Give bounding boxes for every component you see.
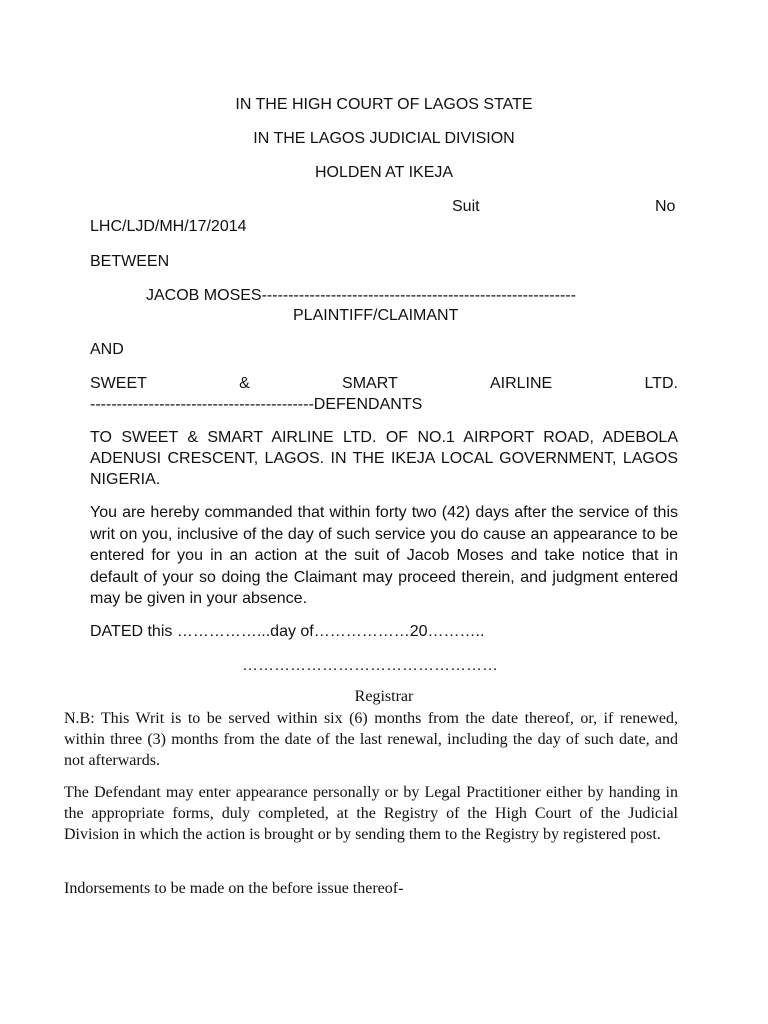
defendant-role-line: ------------------------------------------DEFENDANTS bbox=[90, 396, 423, 413]
dated-line: DATED this ……………...day of………………20……….. bbox=[90, 623, 485, 640]
defendant-word: AIRLINE bbox=[489, 375, 553, 392]
defendant-word: & bbox=[239, 375, 250, 392]
suit-number: LHC/LJD/MH/17/2014 bbox=[90, 218, 247, 235]
defendant-word: SWEET bbox=[90, 375, 147, 392]
plaintiff-role: PLAINTIFF/CLAIMANT bbox=[293, 307, 459, 324]
suit-no-label: No bbox=[655, 198, 676, 215]
holden-title: HOLDEN AT IKEJA bbox=[314, 164, 454, 181]
defendant-name-line bbox=[90, 373, 678, 394]
command-paragraph: You are hereby commanded that within forty two (42) days after the service of this writ on you, inclusive of the day of such service you do cause an appearance to be entered for you in an action at the suit of Jacob Moses and take notice that in default of your so doing the Claimant may proceed therein, and judgment entered may be given in your absence. bbox=[90, 504, 678, 607]
indorsements-line: Indorsements to be made on the before issue thereof- bbox=[64, 880, 404, 897]
defendant-word: LTD. bbox=[644, 375, 678, 392]
court-title: IN THE HIGH COURT OF LAGOS STATE bbox=[235, 96, 533, 113]
plaintiff-line: JACOB MOSES----------------------------------------------------------- bbox=[146, 287, 576, 304]
addressee-paragraph: TO SWEET & SMART AIRLINE LTD. OF NO.1 AIRPORT ROAD, ADEBOLA ADENUSI CRESCENT, LAGOS. IN THE IKEJA LOCAL GOVERNMENT, LAGOS NIGERIA. bbox=[90, 429, 678, 488]
nb-paragraph: N.B: This Writ is to be served within six (6) months from the date thereof, or, if renewed, within three (3) months from the date of the last renewal, including the day of such date, and not afterwards. bbox=[64, 710, 678, 769]
suit-label: Suit bbox=[452, 198, 480, 215]
between-label: BETWEEN bbox=[90, 253, 170, 270]
appearance-paragraph: The Defendant may enter appearance personally or by Legal Practitioner either by handing in the appropriate forms, duly completed, at the Registry of the High Court of the Judicial Division in which the action is brought or by sending them to the Registry by registered post. bbox=[64, 784, 678, 843]
division-title: IN THE LAGOS JUDICIAL DIVISION bbox=[253, 130, 515, 147]
registrar-label: Registrar bbox=[354, 688, 414, 705]
signature-line: ………………………………………… bbox=[242, 657, 498, 674]
defendant-word: SMART bbox=[342, 375, 398, 392]
and-label: AND bbox=[90, 341, 124, 358]
